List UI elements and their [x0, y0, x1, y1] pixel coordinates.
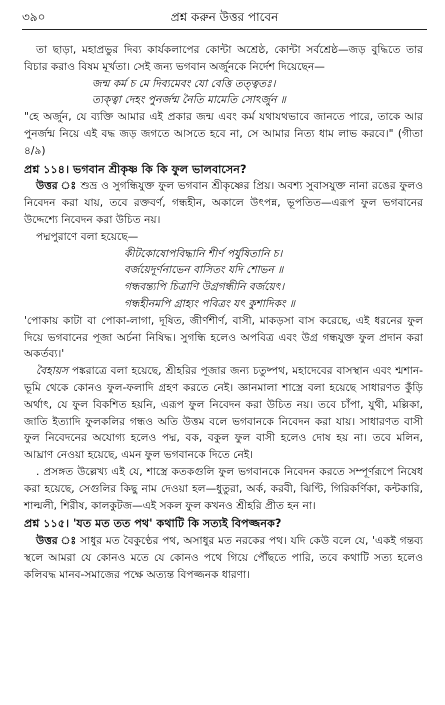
emphasis-word: বৈহায়স — [36, 365, 69, 378]
verse-line: কীটকোষোপবিদ্ধানি শীর্ণ পর্যুষিতানি চ। — [124, 247, 283, 260]
answer-label: উত্তর ঃ — [36, 180, 77, 193]
answer-text: সাধুর মত বৈকুণ্ঠের পথ, অসাধুর মত নরকের পথ। যদি কেউ বলে যে, 'একই গন্তব্য স্থলে আমরা যে কোনও মতে যে কোনও পথে গিয়ে পৌঁছতে পারি, তবে কথাটি সত্য হলেও কলিবদ্ধ মানব-সমাজের পক্ষে অত্যন্ত বিপজ্জনক ধারণা। — [24, 535, 423, 581]
verse-line: বর্জয়েদূর্ণনাভেন বাসিতং যদি শোভন ॥ — [124, 264, 284, 277]
running-title: প্রশ্ন করুন উত্তর পাবেন — [170, 10, 279, 24]
verse-line: ত্যক্ত্বা দেহং পুনর্জন্ম নৈতি মামেতি সোঽর্জুন ॥ — [92, 94, 286, 107]
verse-line: গন্ধবন্ত্যপি চিত্রাণি উগ্রগন্ধীনি বর্জয়েৎ। — [124, 281, 285, 294]
verse-line: জন্ম কর্ম চ মে দিব্যমেবং যো বেত্তি তত্ত্বতঃ। — [92, 77, 276, 90]
purana-intro: পদ্মপুরাণে বলা হয়েছে— — [36, 230, 139, 243]
paragraph-vaihayasa — [24, 363, 423, 464]
header-rule — [22, 29, 427, 30]
question-114 — [24, 162, 423, 179]
question-text: ভগবান শ্রীকৃষ্ণ কি কি ফুল ভালবাসেন? — [72, 162, 247, 176]
answer-label: উত্তর ঃ — [36, 535, 77, 548]
question-label: প্রশ্ন ১১৫। — [24, 517, 70, 531]
paragraph-text: পঙ্করাত্রে বলা হয়েছে, শ্রীহরির পূজার জন্য চতুষ্পথ, মহাদেবের বাসস্থান এবং শ্মশান-ভূমি থেকে কোনও ফুল-ফলাদি গ্রহণ করতে নেই। জ্ঞানমালা শাস্ত্রে বলা হয়েছে সাধারণত কুঁড়ি অর্থাৎ, যে ফুল বিকশিত হয়নি, এরূপ ফুল নিবেদন করা উচিত নয়। তবে চাঁপা, যুথী, মল্লিকা, জাতি ইত্যাদি ফুলকলির গন্ধও অতি উত্তম বলে ভগবানকে নিবেদন করা যায়। সাধারণত বাসী ফুল নিবেদনের অযোগ্য হলেও পদ্ম, বক, বকুল ফুল বাসী হলেও দোষ হয় না। তবে মলিন, আঘ্রাণ নেওয়া হয়েছে, এমন ফুল ভগবানকে দিতে নেই। — [24, 365, 423, 462]
paragraph-translation: "হে অর্জুন, যে ব্যক্তি আমার এই প্রকার জন্ম এবং কর্ম যথাযথভাবে জানতে পারে, তাকে আর পুনর্জন্ম নিয়ে এই বদ্ধ জড় জগতে আসতে হবে না, সে আমার নিত্য ধাম লাভ করবে।" (গীতা ৪/৯) — [24, 111, 423, 157]
question-115 — [24, 516, 423, 533]
paragraph-prohibited-flowers: . প্রসঙ্গত উল্লেখ্য এই যে, শাস্ত্রে কতকগুলি ফুল ভগবানকে নিবেদন করতে সম্পূর্ণরূপে নিষেধ করা হয়েছে, সেগুলির কিছু নাম দেওয়া হল—ধুতুরা, অর্ক, করবী, ঝিণ্টি, গিরিকর্ণিকা, কন্টকারি, শাল্মলী, শিরীষ, কালকুটজ—এই সকল ফুল কখনও শ্রীহরি প্রীত হন না। — [24, 465, 423, 512]
question-label: প্রশ্ন ১১৪। — [24, 162, 70, 176]
question-text: 'যত মত তত পথ' কথাটি কি সত্যই বিপজ্জনক? — [72, 517, 282, 531]
page-number: ৩৯০ — [22, 10, 46, 24]
verse-translation: 'পোকায় কাটা বা পোকা-লাগা, দূষিত, জীর্ণশীর্ণ, বাসী, মাকড়সা বাস করেছে, এই ধরনের ফুল দিয়ে ভগবানের পূজা অর্চনা নিষিদ্ধ। সুগন্ধি হলেও অপবিত্র এবং উগ্র গন্ধযুক্ত ফুল প্রদান করা অকর্তব্য।' — [24, 314, 423, 361]
answer-114 — [24, 178, 423, 228]
answer-text: শুভ্র ও সুগন্ধিযুক্ত ফুল ভগবান শ্রীকৃষ্ণের প্রিয়। অবশ্য সুবাসযুক্ত নানা রঙের ফুলও নিবেদন করা যায়, তবে রক্তবর্ণ, গন্ধহীন, অকালে উৎপন্ন, ভূপতিত—এরূপ ফুল ভগবানের উদ্দেশ্যে নিবেদন করা উচিত নয়। — [24, 180, 423, 226]
verse-line: গন্ধহীনমপি গ্রাহ্যং পবিত্রং যৎ কুশাদিকং ॥ — [124, 297, 295, 310]
paragraph-intro: তা ছাড়া, মহাপ্রভুর দিব্য কার্যকলাপের কোন্টা অশ্রেষ্ঠ, কোন্টা সর্বশ্রেষ্ঠ—জড় বুদ্ধিতে তার বিচার করাও বিষম মূর্খতা। সেই জন্য ভগবান অর্জুনকে নির্দেশ দিয়েছেন— — [24, 44, 423, 73]
answer-115 — [24, 533, 423, 583]
page-body — [24, 42, 423, 584]
page-header — [22, 9, 427, 27]
